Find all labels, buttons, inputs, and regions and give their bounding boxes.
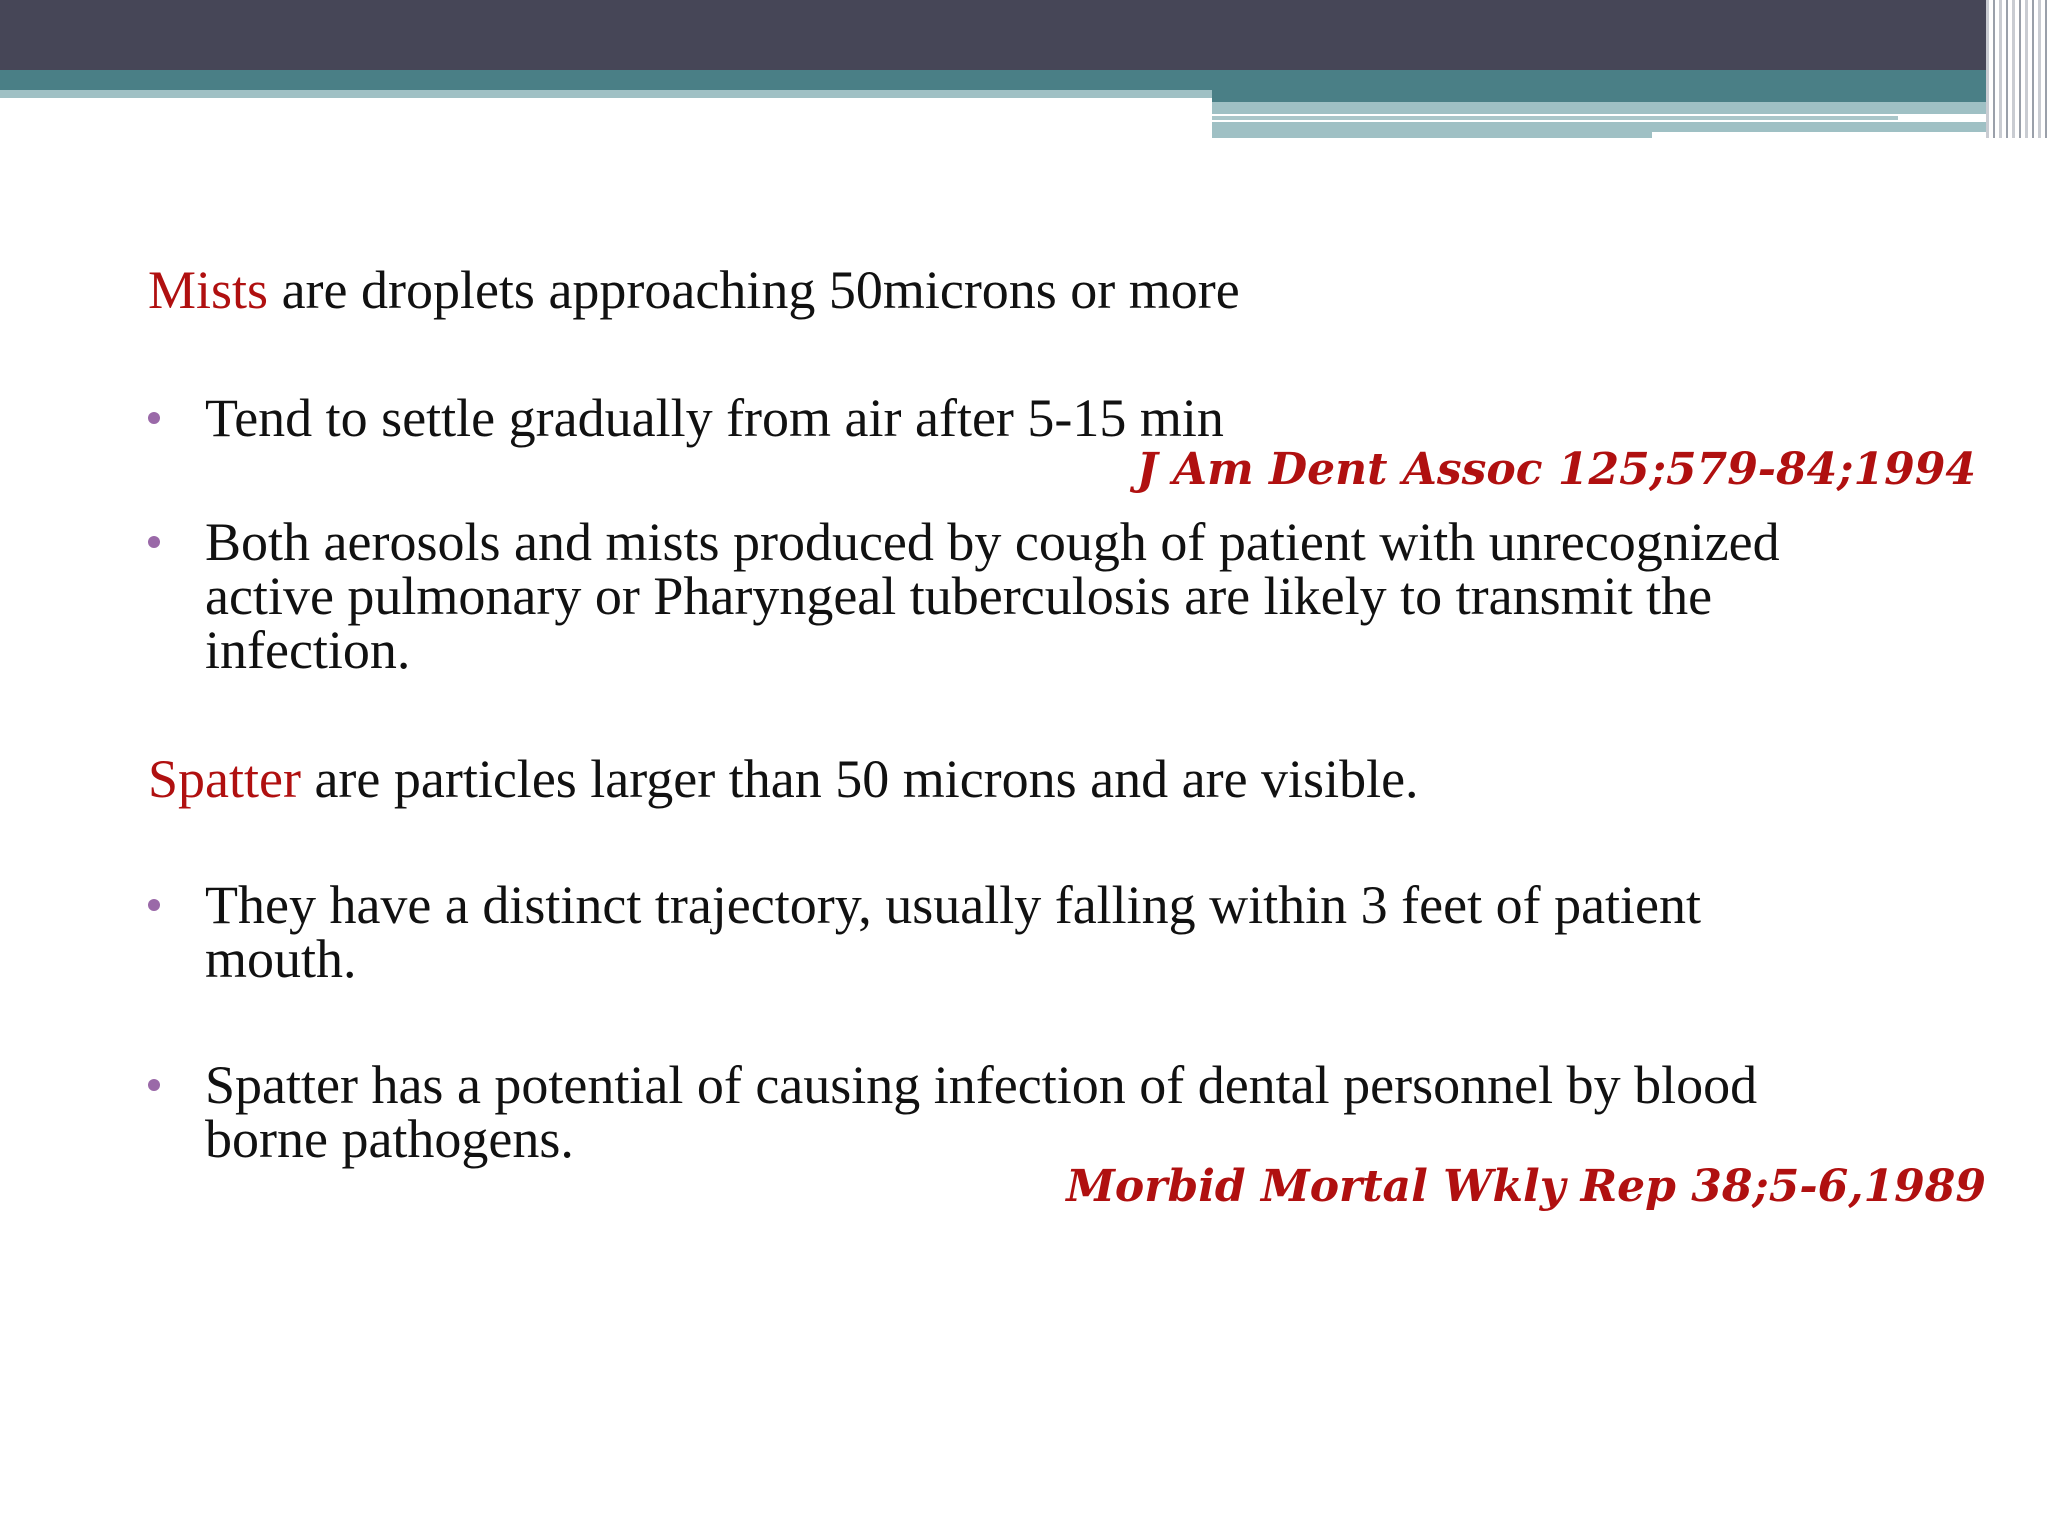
bullet-pathogens-line-2: borne pathogens. bbox=[205, 1109, 574, 1169]
bullet-pathogens-line-1: Spatter has a potential of causing infection of dental personnel by blood bbox=[205, 1055, 1758, 1115]
spatter-term: Spatter bbox=[148, 749, 301, 809]
header-band-light-step bbox=[1212, 102, 2032, 114]
header-stripes bbox=[1986, 0, 2048, 138]
bullet-dot bbox=[148, 899, 160, 911]
mists-definition bbox=[148, 260, 1240, 320]
bullet-dot bbox=[148, 1079, 160, 1091]
bullet-tb-line-1: Both aerosols and mists produced by cough of patient with unrecognized bbox=[205, 512, 1780, 572]
bullet-dot bbox=[148, 412, 160, 424]
mists-term: Mists bbox=[148, 260, 269, 320]
header-notch bbox=[1652, 132, 2032, 140]
header-band-teal bbox=[0, 70, 2048, 90]
mists-definition-text: are droplets approaching 50microns or more bbox=[268, 260, 1240, 320]
header-band-light bbox=[0, 90, 1212, 98]
bullet-dot bbox=[148, 536, 160, 548]
bullet-tb-line-2: active pulmonary or Pharyngeal tuberculosis are likely to transmit the bbox=[205, 566, 1713, 626]
reference-mmwr: Morbid Mortal Wkly Rep 38;5-6,1989 bbox=[1066, 1161, 1986, 1212]
header-band-dark bbox=[0, 0, 2048, 70]
bullet-trajectory-line-2: mouth. bbox=[205, 929, 357, 989]
bullet-settle-text: Tend to settle gradually from air after 5-15 min bbox=[205, 388, 1224, 448]
reference-jada: J Am Dent Assoc 125;579-84;1994 bbox=[1136, 444, 1976, 495]
spatter-definition-text: are particles larger than 50 microns and are visible. bbox=[300, 749, 1419, 809]
bullet-tb-line-3: infection. bbox=[205, 620, 411, 680]
bullet-trajectory-line-1: They have a distinct trajectory, usually falling within 3 feet of patient bbox=[205, 875, 1702, 935]
spatter-definition bbox=[148, 749, 1419, 809]
header-band-teal-step bbox=[1212, 90, 2048, 102]
header-thin-line bbox=[1212, 116, 1898, 120]
